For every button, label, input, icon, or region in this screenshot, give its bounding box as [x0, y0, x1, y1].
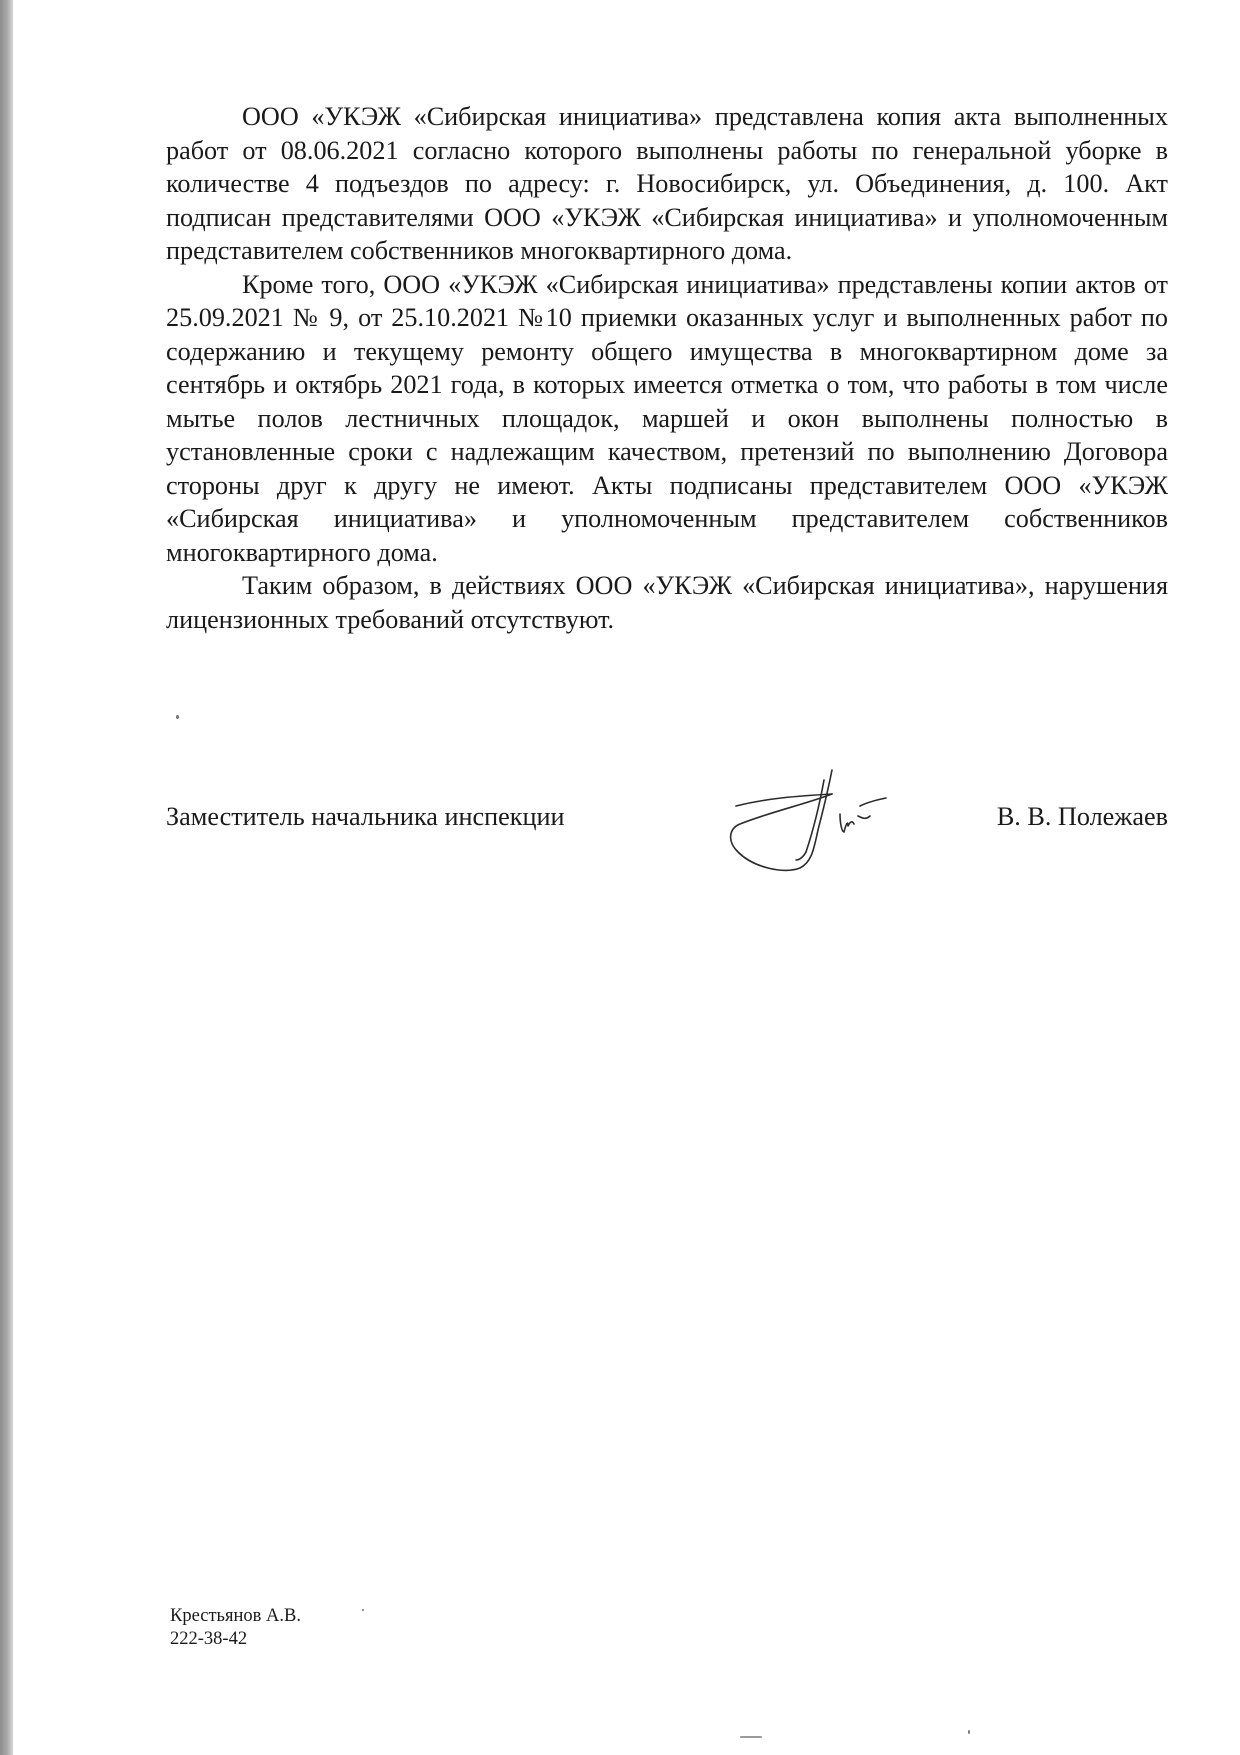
paragraph-conclusion: Таким образом, в действиях ООО «УКЭЖ «Сибирская инициатива», нарушения лицензионных требований отсутствуют.	[166, 571, 1168, 634]
paragraph-acceptance-act: ООО «УКЭЖ «Сибирская инициатива» представлена копия акта выполненных работ от 08.06.2021 согласно которого выполнены работы по генеральной уборке в количестве 4 подъездов по адресу: г. Новосибирск, ул. Объединения, д. 100. Акт подписан представителями ООО «УКЭЖ «Сибирская инициатива» и уполномоченным представителем собственников многоквартирного дома.	[166, 102, 1168, 265]
signer-name: В. В. Полежаев	[996, 802, 1168, 831]
signature-block	[166, 802, 1168, 842]
paragraph-service-acts: Кроме того, ООО «УКЭЖ «Сибирская инициатива» представлены копии актов от 25.09.2021 № 9, от 25.10.2021 №10 приемки оказанных услуг и выполненных работ по содержанию и текущему ремонту общего имущества в многоквартирном доме за сентябрь и октябрь 2021 года, в которых имеется отметка о том, что работы в том числе мытье полов лестничных площадок, маршей и окон выполнены полностью в установленные сроки с надлежащим качеством, претензий по выполнению Договора стороны друг к другу не имеют. Акты подписаны представителем ООО «УКЭЖ «Сибирская инициатива» и уполномоченным представителем собственников многоквартирного дома.	[166, 269, 1168, 567]
handwritten-signature	[728, 768, 906, 880]
scan-speck	[176, 715, 179, 719]
executor-name: Крестьянов А.В.	[170, 1606, 301, 1626]
executor-info	[170, 1605, 301, 1651]
letter-body	[166, 100, 1168, 636]
scan-speck	[740, 1736, 762, 1738]
executor-phone: 222-38-42	[170, 1629, 248, 1649]
signer-position: Заместитель начальника инспекции	[166, 802, 565, 831]
scan-speck	[968, 1730, 970, 1734]
scan-speck	[362, 1609, 364, 1611]
